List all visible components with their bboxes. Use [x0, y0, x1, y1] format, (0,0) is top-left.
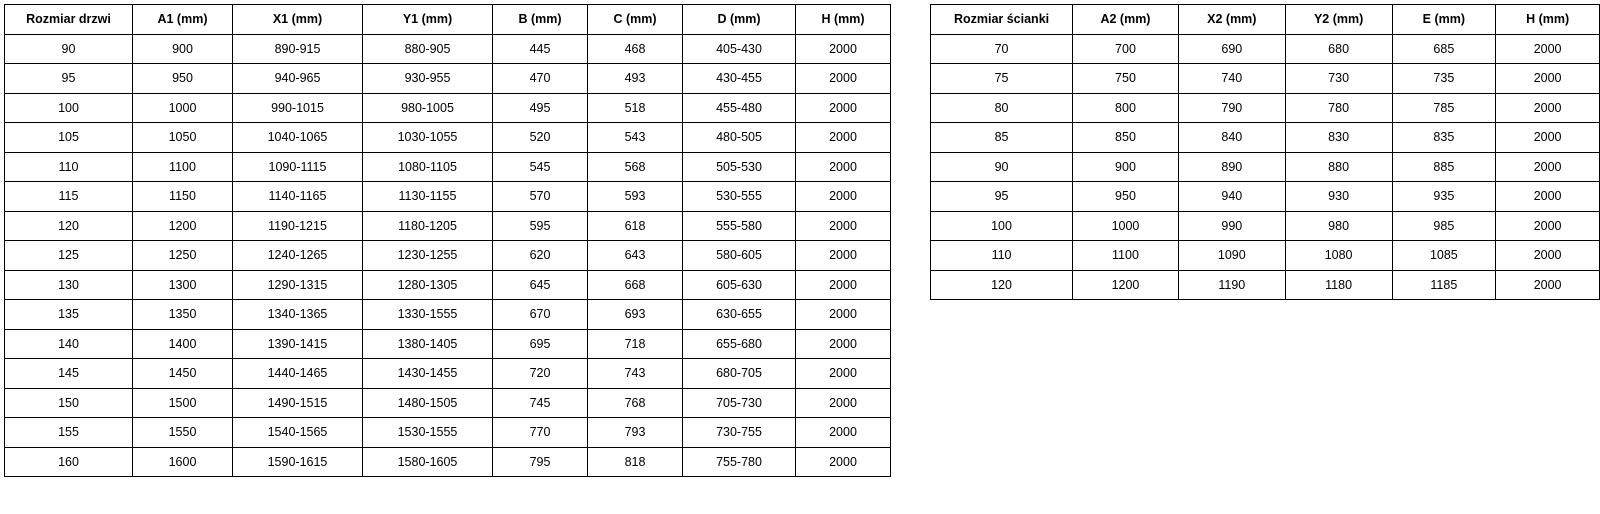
table-cell: 430-455 — [683, 64, 796, 94]
column-header: B (mm) — [493, 5, 588, 35]
table-cell: 1600 — [133, 447, 233, 477]
wall-size-table — [930, 4, 1600, 300]
table-cell: 1500 — [133, 388, 233, 418]
table-header-row — [5, 5, 891, 35]
table-cell: 95 — [931, 182, 1073, 212]
column-header: Y2 (mm) — [1285, 5, 1392, 35]
table-cell: 985 — [1392, 211, 1496, 241]
table-cell: 990 — [1178, 211, 1285, 241]
table-cell: 645 — [493, 270, 588, 300]
table-cell: 1190 — [1178, 270, 1285, 300]
column-header: H (mm) — [796, 5, 891, 35]
table-cell: 545 — [493, 152, 588, 182]
table-cell: 930-955 — [363, 64, 493, 94]
table-cell: 1080 — [1285, 241, 1392, 271]
table-cell: 125 — [5, 241, 133, 271]
table-cell: 570 — [493, 182, 588, 212]
table-cell: 100 — [931, 211, 1073, 241]
table-cell: 795 — [493, 447, 588, 477]
table-cell: 520 — [493, 123, 588, 153]
table-cell: 468 — [588, 34, 683, 64]
table-cell: 105 — [5, 123, 133, 153]
table-row — [5, 93, 891, 123]
table-cell: 1250 — [133, 241, 233, 271]
table-cell: 1350 — [133, 300, 233, 330]
table-cell: 793 — [588, 418, 683, 448]
table-cell: 1000 — [133, 93, 233, 123]
table-cell: 70 — [931, 34, 1073, 64]
table-cell: 150 — [5, 388, 133, 418]
table-cell: 718 — [588, 329, 683, 359]
table-cell: 2000 — [1496, 182, 1600, 212]
table-cell: 1380-1405 — [363, 329, 493, 359]
wall-size-table-container — [930, 4, 1600, 300]
table-cell: 1180-1205 — [363, 211, 493, 241]
table-cell: 745 — [493, 388, 588, 418]
table-cell: 155 — [5, 418, 133, 448]
table-row — [931, 211, 1600, 241]
table-cell: 768 — [588, 388, 683, 418]
table-cell: 800 — [1073, 93, 1179, 123]
table-cell: 1200 — [133, 211, 233, 241]
table-cell: 1200 — [1073, 270, 1179, 300]
table-cell: 1430-1455 — [363, 359, 493, 389]
table-cell: 2000 — [1496, 241, 1600, 271]
table-cell: 90 — [5, 34, 133, 64]
table-cell: 1480-1505 — [363, 388, 493, 418]
table-cell: 680 — [1285, 34, 1392, 64]
table-cell: 780 — [1285, 93, 1392, 123]
table-cell: 630-655 — [683, 300, 796, 330]
table-cell: 1185 — [1392, 270, 1496, 300]
column-header: H (mm) — [1496, 5, 1600, 35]
table-cell: 785 — [1392, 93, 1496, 123]
table-cell: 770 — [493, 418, 588, 448]
table-cell: 2000 — [796, 211, 891, 241]
table-cell: 668 — [588, 270, 683, 300]
table-cell: 1340-1365 — [233, 300, 363, 330]
table-cell: 1590-1615 — [233, 447, 363, 477]
table-cell: 568 — [588, 152, 683, 182]
table-cell: 950 — [133, 64, 233, 94]
table-cell: 880-905 — [363, 34, 493, 64]
column-header: Rozmiar ścianki — [931, 5, 1073, 35]
table-cell: 2000 — [1496, 34, 1600, 64]
table-cell: 690 — [1178, 34, 1285, 64]
table-cell: 990-1015 — [233, 93, 363, 123]
table-cell: 470 — [493, 64, 588, 94]
table-cell: 1000 — [1073, 211, 1179, 241]
table-cell: 530-555 — [683, 182, 796, 212]
table-cell: 518 — [588, 93, 683, 123]
table-cell: 980-1005 — [363, 93, 493, 123]
table-row — [5, 388, 891, 418]
table-cell: 145 — [5, 359, 133, 389]
table-cell: 2000 — [796, 182, 891, 212]
table-cell: 90 — [931, 152, 1073, 182]
table-cell: 885 — [1392, 152, 1496, 182]
table-cell: 685 — [1392, 34, 1496, 64]
table-header-row — [931, 5, 1600, 35]
table-cell: 95 — [5, 64, 133, 94]
table-cell: 935 — [1392, 182, 1496, 212]
column-header: X1 (mm) — [233, 5, 363, 35]
table-cell: 2000 — [1496, 270, 1600, 300]
table-cell: 890 — [1178, 152, 1285, 182]
table-cell: 830 — [1285, 123, 1392, 153]
table-row — [5, 270, 891, 300]
table-cell: 2000 — [1496, 123, 1600, 153]
table-row — [5, 211, 891, 241]
column-header: E (mm) — [1392, 5, 1496, 35]
table-cell: 930 — [1285, 182, 1392, 212]
table-row — [5, 152, 891, 182]
table-cell: 940 — [1178, 182, 1285, 212]
table-row — [931, 152, 1600, 182]
table-cell: 1290-1315 — [233, 270, 363, 300]
table-cell: 750 — [1073, 64, 1179, 94]
table-cell: 130 — [5, 270, 133, 300]
table-cell: 2000 — [1496, 152, 1600, 182]
table-row — [5, 123, 891, 153]
table-cell: 493 — [588, 64, 683, 94]
table-cell: 135 — [5, 300, 133, 330]
table-cell: 1100 — [1073, 241, 1179, 271]
table-cell: 790 — [1178, 93, 1285, 123]
table-cell: 120 — [5, 211, 133, 241]
table-cell: 2000 — [796, 64, 891, 94]
table-cell: 700 — [1073, 34, 1179, 64]
column-header: Y1 (mm) — [363, 5, 493, 35]
table-cell: 743 — [588, 359, 683, 389]
table-cell: 740 — [1178, 64, 1285, 94]
table-cell: 2000 — [796, 359, 891, 389]
table-cell: 455-480 — [683, 93, 796, 123]
table-cell: 2000 — [796, 152, 891, 182]
table-cell: 543 — [588, 123, 683, 153]
table-cell: 735 — [1392, 64, 1496, 94]
table-cell: 1450 — [133, 359, 233, 389]
table-row — [931, 34, 1600, 64]
table-cell: 480-505 — [683, 123, 796, 153]
table-cell: 2000 — [796, 270, 891, 300]
table-cell: 880 — [1285, 152, 1392, 182]
table-cell: 2000 — [796, 447, 891, 477]
table-cell: 2000 — [796, 300, 891, 330]
table-cell: 2000 — [796, 123, 891, 153]
table-row — [931, 93, 1600, 123]
table-row — [931, 241, 1600, 271]
table-row — [5, 418, 891, 448]
table-cell: 850 — [1073, 123, 1179, 153]
column-header: C (mm) — [588, 5, 683, 35]
table-cell: 1130-1155 — [363, 182, 493, 212]
table-cell: 730 — [1285, 64, 1392, 94]
table-cell: 1080-1105 — [363, 152, 493, 182]
table-cell: 1530-1555 — [363, 418, 493, 448]
table-cell: 505-530 — [683, 152, 796, 182]
table-cell: 1090 — [1178, 241, 1285, 271]
table-row — [5, 300, 891, 330]
table-cell: 1085 — [1392, 241, 1496, 271]
table-cell: 593 — [588, 182, 683, 212]
table-cell: 940-965 — [233, 64, 363, 94]
table-cell: 695 — [493, 329, 588, 359]
table-cell: 1030-1055 — [363, 123, 493, 153]
table-cell: 1190-1215 — [233, 211, 363, 241]
table-cell: 445 — [493, 34, 588, 64]
table-cell: 580-605 — [683, 241, 796, 271]
table-cell: 75 — [931, 64, 1073, 94]
table-cell: 115 — [5, 182, 133, 212]
table-cell: 1100 — [133, 152, 233, 182]
table-cell: 1050 — [133, 123, 233, 153]
table-cell: 555-580 — [683, 211, 796, 241]
table-cell: 705-730 — [683, 388, 796, 418]
table-cell: 720 — [493, 359, 588, 389]
table-cell: 1490-1515 — [233, 388, 363, 418]
table-cell: 605-630 — [683, 270, 796, 300]
table-cell: 730-755 — [683, 418, 796, 448]
table-cell: 595 — [493, 211, 588, 241]
table-cell: 1140-1165 — [233, 182, 363, 212]
column-header: D (mm) — [683, 5, 796, 35]
table-row — [5, 64, 891, 94]
table-cell: 2000 — [796, 418, 891, 448]
table-cell: 1400 — [133, 329, 233, 359]
table-cell: 1040-1065 — [233, 123, 363, 153]
table-row — [5, 34, 891, 64]
table-cell: 900 — [133, 34, 233, 64]
table-row — [931, 182, 1600, 212]
table-cell: 670 — [493, 300, 588, 330]
table-cell: 693 — [588, 300, 683, 330]
table-cell: 2000 — [1496, 64, 1600, 94]
table-cell: 900 — [1073, 152, 1179, 182]
table-cell: 405-430 — [683, 34, 796, 64]
table-cell: 755-780 — [683, 447, 796, 477]
table-cell: 1230-1255 — [363, 241, 493, 271]
table-cell: 2000 — [1496, 211, 1600, 241]
table-cell: 655-680 — [683, 329, 796, 359]
table-cell: 2000 — [796, 34, 891, 64]
table-cell: 110 — [931, 241, 1073, 271]
table-cell: 120 — [931, 270, 1073, 300]
table-cell: 85 — [931, 123, 1073, 153]
table-row — [931, 270, 1600, 300]
table-cell: 2000 — [796, 329, 891, 359]
table-row — [5, 182, 891, 212]
table-cell: 840 — [1178, 123, 1285, 153]
table-cell: 2000 — [796, 241, 891, 271]
table-row — [5, 447, 891, 477]
table-cell: 2000 — [1496, 93, 1600, 123]
table-cell: 160 — [5, 447, 133, 477]
door-size-table — [4, 4, 891, 477]
table-cell: 80 — [931, 93, 1073, 123]
table-row — [931, 64, 1600, 94]
table-cell: 2000 — [796, 388, 891, 418]
table-cell: 890-915 — [233, 34, 363, 64]
table-row — [5, 241, 891, 271]
column-header: X2 (mm) — [1178, 5, 1285, 35]
table-cell: 1550 — [133, 418, 233, 448]
column-header: Rozmiar drzwi — [5, 5, 133, 35]
table-cell: 1300 — [133, 270, 233, 300]
table-cell: 1580-1605 — [363, 447, 493, 477]
column-header: A2 (mm) — [1073, 5, 1179, 35]
table-row — [5, 329, 891, 359]
table-cell: 680-705 — [683, 359, 796, 389]
column-header: A1 (mm) — [133, 5, 233, 35]
table-cell: 100 — [5, 93, 133, 123]
table-cell: 2000 — [796, 93, 891, 123]
table-cell: 620 — [493, 241, 588, 271]
table-cell: 495 — [493, 93, 588, 123]
table-cell: 1440-1465 — [233, 359, 363, 389]
door-size-table-container — [4, 4, 891, 477]
table-cell: 835 — [1392, 123, 1496, 153]
table-cell: 618 — [588, 211, 683, 241]
table-row — [931, 123, 1600, 153]
table-cell: 1240-1265 — [233, 241, 363, 271]
table-cell: 980 — [1285, 211, 1392, 241]
table-cell: 110 — [5, 152, 133, 182]
table-cell: 1330-1555 — [363, 300, 493, 330]
table-cell: 1180 — [1285, 270, 1392, 300]
table-cell: 1150 — [133, 182, 233, 212]
table-cell: 1390-1415 — [233, 329, 363, 359]
table-row — [5, 359, 891, 389]
table-cell: 950 — [1073, 182, 1179, 212]
table-cell: 643 — [588, 241, 683, 271]
table-cell: 140 — [5, 329, 133, 359]
table-cell: 818 — [588, 447, 683, 477]
table-cell: 1280-1305 — [363, 270, 493, 300]
table-cell: 1540-1565 — [233, 418, 363, 448]
table-cell: 1090-1115 — [233, 152, 363, 182]
